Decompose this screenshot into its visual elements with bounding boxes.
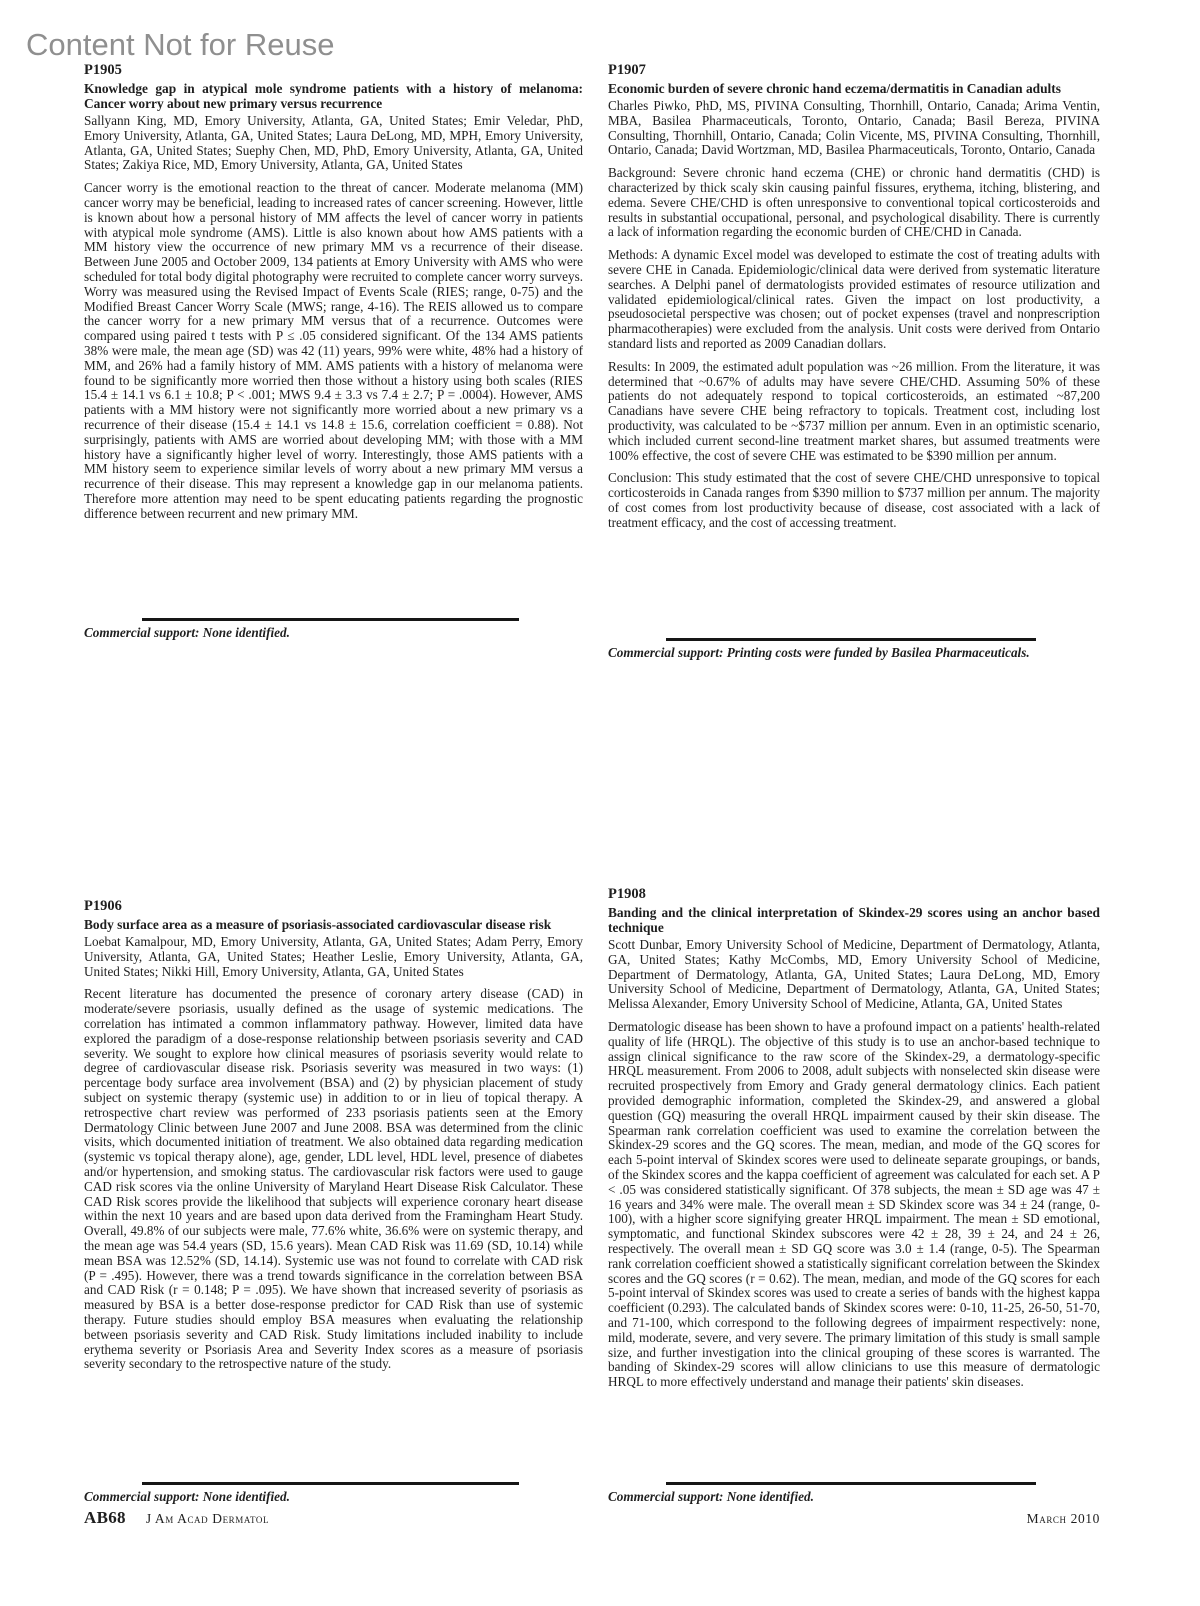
- abstract-title: Knowledge gap in atypical mole syndrome patients with a history of melanoma: Cancer worry about new primary versus recurrence: [84, 81, 583, 111]
- abstract-conclusion-paragraph: Conclusion: This study estimated that the cost of severe CHE/CHD unresponsive to topical corticosteroids in Canada ranges from $390 million to $737 million per annum. The majority of cost comes from lost productivity because of disease, cost associated with a lack of treatment efficacy, and the cost of accessing treatment.: [608, 470, 1100, 530]
- abstract-number: P1905: [84, 62, 122, 78]
- abstract-authors: Charles Piwko, PhD, MS, PIVINA Consulting, Thornhill, Ontario, Canada; Arima Ventin, MBA, Basilea Pharmaceuticals, Toronto, Ontario, Canada; Basil Bereza, PIVINA Consulting, Thornhill, Ontario, Canada; Colin Vicente, MS, PIVINA Consulting, Thornhill, Ontario, Canada; David Wortzman, MD, Basilea Pharmaceuticals, Toronto, Ontario, Canada: [608, 98, 1100, 158]
- support-divider-rule: [142, 1482, 519, 1485]
- abstract-background-paragraph: Background: Severe chronic hand eczema (CHE) or chronic hand dermatitis (CHD) is characterized by thick scaly skin causing painful fissures, erythema, itching, blistering, and edema. Severe CHE/CHD is often unresponsive to conventional topical corticosteroids and results in substantial occupational, personal, and psychological disability. There is currently a lack of information regarding the economic burden of CHE/CHD in Canada.: [608, 165, 1100, 240]
- footer-left: [84, 1508, 269, 1528]
- abstract-number: P1908: [608, 886, 646, 902]
- abstract-body-paragraph: Cancer worry is the emotional reaction to the threat of cancer. Moderate melanoma (MM) cancer worry may be beneficial, leading to increased rates of cancer screening. However, little is known about how a personal history of MM affects the level of cancer worry in patients with atypical mole syndrome (AMS). Little is also known about how AMS patients with a MM history view the occurrence of new primary MM vs a recurrence of their disease. Between June 2005 and October 2009, 134 patients at Emory University with AMS who were scheduled for total body digital photography were recruited to complete cancer worry surveys. Worry was measured using the Revised Impact of Events Scale (RIES; range, 0-75) and the Modified Breast Cancer Worry Scale (MWS; range, 4-16). The REIS allowed us to compare the cancer worry for a new primary MM versus that of a recurrence. Outcomes were compared using paired t tests with P ≤ .05 considered significant. Of the 134 AMS patients 38% were male, the mean age (SD) was 42 (11) years, 99% were white, 48% had a history of MM, and 26% had a family history of MM. AMS patients with a history of melanoma were found to be significantly more worried then those without a history using both scales (RIES 15.4 ± 14.1 vs 6.1 ± 10.8; P < .001; MWS 9.4 ± 3.3 vs 7.4 ± 2.7; P = .0004). However, AMS patients with a MM history were not significantly more worried about a new primary vs a recurrence of their disease (15.4 ± 14.1 vs 14.8 ± 15.6, correlation coefficient = 0.88). Not surprisingly, patients with AMS are worried about developing MM; with those with a MM history have a significantly higher level of worry. Interestingly, those AMS patients with a MM history seem to experience similar levels of worry about a new primary MM versus a recurrence of their disease. This may represent a knowledge gap in our melanoma patients. Therefore more attention may need to be spent educating patients regarding the prognostic difference between recurrent and new primary MM.: [84, 180, 583, 521]
- abstract-p1908: [608, 886, 1100, 1504]
- abstract-authors: Loebat Kamalpour, MD, Emory University, Atlanta, GA, United States; Adam Perry, Emory University, Atlanta, GA, United States; Heather Leslie, Emory University, Atlanta, GA, United States; Nikki Hill, Emory University, Atlanta, GA, United States: [84, 934, 583, 979]
- page-footer: [84, 1508, 1100, 1528]
- abstract-number: P1907: [608, 62, 646, 78]
- abstract-p1905: [84, 62, 583, 640]
- abstract-number: P1906: [84, 898, 122, 914]
- abstract-title: Economic burden of severe chronic hand eczema/dermatitis in Canadian adults: [608, 81, 1061, 96]
- abstract-title: Body surface area as a measure of psoriasis-associated cardiovascular disease risk: [84, 917, 552, 932]
- content-not-for-reuse-watermark: Content Not for Reuse: [26, 27, 335, 62]
- support-divider-rule: [142, 618, 519, 621]
- footer-journal-name: J Am Acad Dermatol: [145, 1511, 270, 1526]
- commercial-support-note: Commercial support: None identified.: [84, 625, 290, 640]
- abstract-body-paragraph: Recent literature has documented the presence of coronary artery disease (CAD) in moderate/severe psoriasis, usually defined as the usage of systemic medications. The correlation has intimated a common inflammatory pathway. However, limited data have explored the paradigm of a dose-response relationship between psoriasis severity and CAD severity. We sought to explore how clinical measures of psoriasis severity would relate to degree of cardiovascular disease risk. Psoriasis severity was measured in two ways: (1) percentage body surface area involvement (BSA) and (2) by physician placement of study subject on systemic therapy (systemic use) in addition to or in lieu of topical therapy. A retrospective chart review was performed of 233 psoriasis patients seen at the Emory Dermatology Clinic between June 2007 and June 2008. BSA was determined from the clinic visits, which documented initiation of treatment. We also obtained data regarding medication (systemic vs topical therapy alone), age, gender, LDL level, HDL level, presence of diabetes and/or hypertension, and smoking status. The cardiovascular risk factors were used to gauge CAD risk scores via the online University of Maryland Heart Disease Risk Calculator. These CAD Risk scores provide the likelihood that subjects will experience coronary heart disease within the next 10 years and are based upon data derived from the Framingham Heart Study. Overall, 49.8% of our subjects were male, 77.6% white, 36.6% were on systemic therapy, and the mean age was 54.4 years (SD, 15.6 years). Mean CAD Risk was 11.69 (SD, 10.14) while mean BSA was 12.52% (SD, 14.14). Systemic use was not found to correlate with CAD risk (P = .495). However, there was a trend towards significance in the correlation between BSA and CAD Risk (r = 0.148; P = .095). We have shown that increased severity of psoriasis as measured by BSA is a better dose-response predictor for CAD Risk than use of systemic therapy. Future studies should employ BSA measures when evaluating the relationship between psoriasis severity and CAD Risk. Study limitations included inability to include erythema severity or Psoriasis Area and Severity Index scores as a measure of psoriasis severity secondary to the retrospective nature of the study.: [84, 986, 583, 1372]
- footer-issue-date: March 2010: [1026, 1511, 1100, 1526]
- support-divider-rule: [666, 638, 1036, 641]
- abstract-methods-paragraph: Methods: A dynamic Excel model was developed to estimate the cost of treating adults with severe CHE in Canada. Epidemiologic/clinical data were derived from systematic literature searches. A Delphi panel of dermatologists provided estimates of resource utilization and validated epidemiological/clinical rates. Given the impact on lost productivity, a pseudosocietal perspective was chosen; out of pocket expenses (travel and nonprescription pharmacotherapies) were excluded from the analysis. Unit costs were derived from Ontario standard lists and reported as 2009 Canadian dollars.: [608, 247, 1100, 351]
- abstract-body-paragraph: Dermatologic disease has been shown to have a profound impact on a patients' health-related quality of life (HRQL). The objective of this study is to use an anchor-based technique to assign clinical significance to the raw score of the Skindex-29, a dermatology-specific HRQL measurement. From 2006 to 2008, adult subjects with nonselected skin disease were recruited prospectively from Emory and Grady general dermatology clinics. Each patient provided demographic information, completed the Skindex-29, and answered a global question (GQ) measuring the overall HRQL impairment caused by their skin disease. The Spearman rank correlation coefficient was used to examine the correlation between the Skindex-29 scores and the GQ scores. The mean, median, and mode of the GQ scores for each 5-point interval of Skindex scores were used to delineate separate groupings, or bands, of the Skindex scores and the kappa coefficient of agreement was calculated for each set. A P < .05 was considered statistically significant. Of 378 subjects, the mean ± SD age was 47 ± 16 years and 34% were male. The overall mean ± SD Skindex score was 34 ± 24 (range, 0-100), with a higher score signifying greater HRQL impairment. The mean ± SD emotional, symptomatic, and functional Skindex subscores were 42 ± 28, 39 ± 24, and 24 ± 26, respectively. The overall mean ± SD GQ score was 3.0 ± 1.4 (range, 0-5). The Spearman rank correlation coefficient showed a statistically significant correlation between the Skindex scores and the GQ scores (r = 0.62). The mean, median, and mode of the GQ scores for each 5-point interval of Skindex scores was used to create a series of bands with the highest kappa coefficient (0.293). The calculated bands of Skindex scores were: 0-10, 11-25, 26-50, 51-70, and 71-100, which correspond to the following degrees of impairment respectively: none, mild, moderate, severe, and very severe. The primary limitation of this study is small sample size, and further investigation into the clinical grouping of these scores is warranted. The banding of Skindex-29 scores will allow clinicians to use this measure of dermatologic HRQL to more effectively understand and manage their patients' skin diseases.: [608, 1018, 1100, 1390]
- commercial-support-note: Commercial support: None identified.: [84, 1489, 290, 1504]
- abstract-results-paragraph: Results: In 2009, the estimated adult population was ~26 million. From the literature, it was determined that ~0.67% of adults may have severe CHE/CHD. Assuming 50% of these patients do not adequately respond to topical corticosteroids, an estimated ~87,200 Canadians have severe CHE being refractory to topicals. Treatment cost, including lost productivity, was calculated to be ~$737 million per annum. Even in an optimistic scenario, which included current second-line treatment market shares, but assumed treatments were 100% effective, the cost of severe CHE was estimated to be $390 million per annum.: [608, 358, 1100, 463]
- commercial-support-note: Commercial support: None identified.: [608, 1489, 814, 1504]
- commercial-support-note: Commercial support: Printing costs were funded by Basilea Pharmaceuticals.: [608, 645, 1030, 660]
- abstract-authors: Sallyann King, MD, Emory University, Atlanta, GA, United States; Emir Veledar, PhD, Emory University, Atlanta, GA, United States; Laura DeLong, MD, MPH, Emory University, Atlanta, GA, United States; Suephy Chen, MD, PhD, Emory University, Atlanta, GA, United States; Zakiya Rice, MD, Emory University, Atlanta, GA, United States: [84, 113, 583, 173]
- abstract-title: Banding and the clinical interpretation of Skindex-29 scores using an anchor based technique: [608, 905, 1100, 935]
- abstract-authors: Scott Dunbar, Emory University School of Medicine, Department of Dermatology, Atlanta, GA, United States; Kathy McCombs, MD, Emory University School of Medicine, Department of Dermatology, Atlanta, GA, United States; Laura DeLong, MD, Emory University School of Medicine, Department of Dermatology, Atlanta, GA, United States; Melissa Alexander, Emory University School of Medicine, Atlanta, GA, United States: [608, 937, 1100, 1012]
- abstract-p1906: [84, 898, 583, 1504]
- footer-page-number: AB68: [84, 1508, 126, 1527]
- support-divider-rule: [666, 1482, 1036, 1485]
- abstract-p1907: [608, 62, 1100, 660]
